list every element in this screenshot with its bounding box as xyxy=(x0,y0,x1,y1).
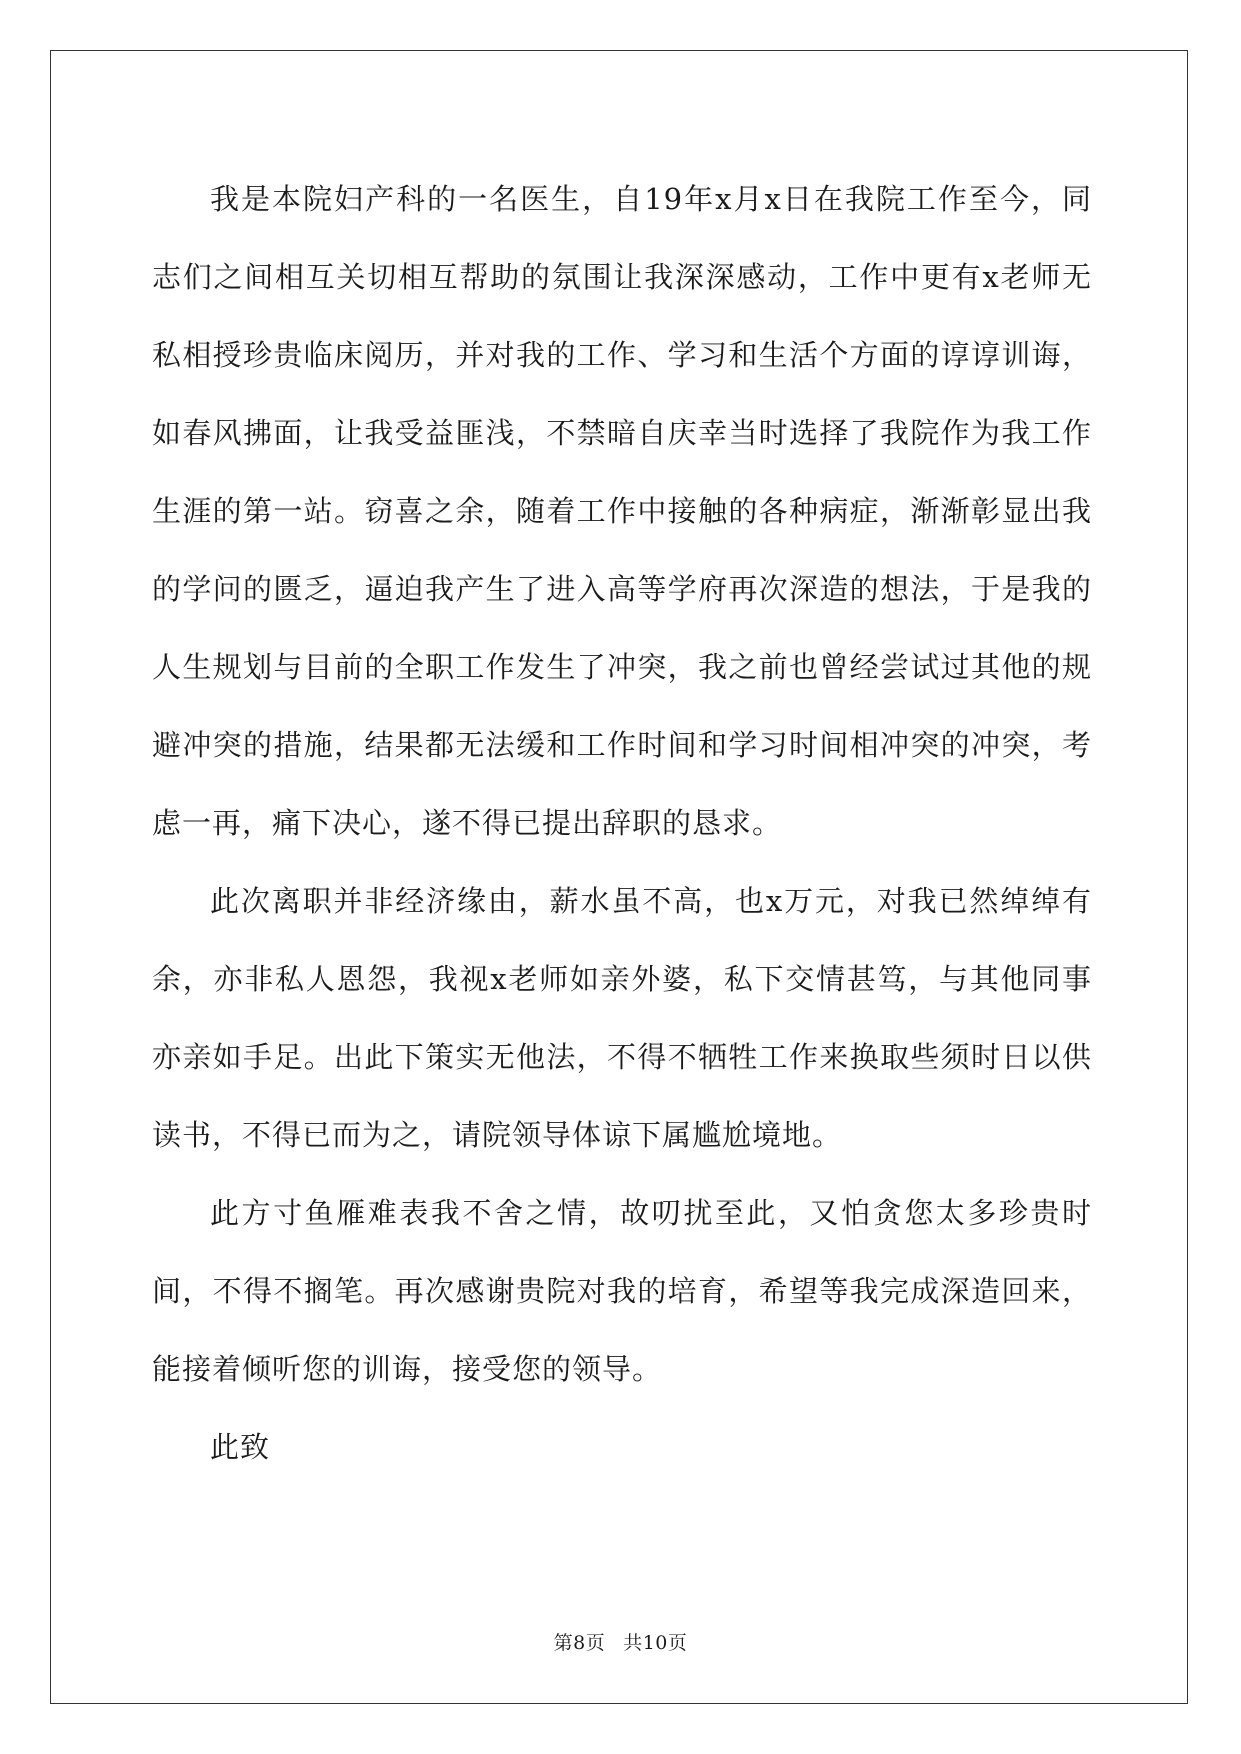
page-footer xyxy=(0,1628,1241,1655)
paragraph-2: 此次离职并非经济缘由，薪水虽不高，也x万元，对我已然绰绰有余，亦非私人恩怨，我视x老师如亲外婆，私下交情甚笃，与其他同事亦亲如手足。出此下策实无他法，不得不牺牲工作来换取些须时日以供读书，不得已而为之，请院领导体谅下属尴尬境地。 xyxy=(152,884,1092,1152)
page-number-total: 共10页 xyxy=(623,1632,688,1654)
page-number-current: 第8页 xyxy=(553,1632,606,1654)
paragraph-3: 此方寸鱼雁难表我不舍之情，故叨扰至此，又怕贪您太多珍贵时间，不得不搁笔。再次感谢贵院对我的培育，希望等我完成深造回来，能接着倾听您的训诲，接受您的领导。 xyxy=(152,1196,1092,1386)
closing-salutation: 此致 xyxy=(210,1430,271,1464)
paragraph-1: 我是本院妇产科的一名医生，自19年x月x日在我院工作至今，同志们之间相互关切相互帮助的氛围让我深深感动，工作中更有x老师无私相授珍贵临床阅历，并对我的工作、学习和生活个方面的谆谆训诲，如春风拂面，让我受益匪浅，不禁暗自庆幸当时选择了我院作为我工作生涯的第一站。窃喜之余，随着工作中接触的各种病症，渐渐彰显出我的学问的匮乏，逼迫我产生了进入高等学府再次深造的想法，于是我的人生规划与目前的全职工作发生了冲突，我之前也曾经尝试过其他的规避冲突的措施，结果都无法缓和工作时间和学习时间相冲突的冲突，考虑一再，痛下决心，遂不得已提出辞职的恳求。 xyxy=(152,182,1092,840)
letter-body xyxy=(152,160,1092,1486)
